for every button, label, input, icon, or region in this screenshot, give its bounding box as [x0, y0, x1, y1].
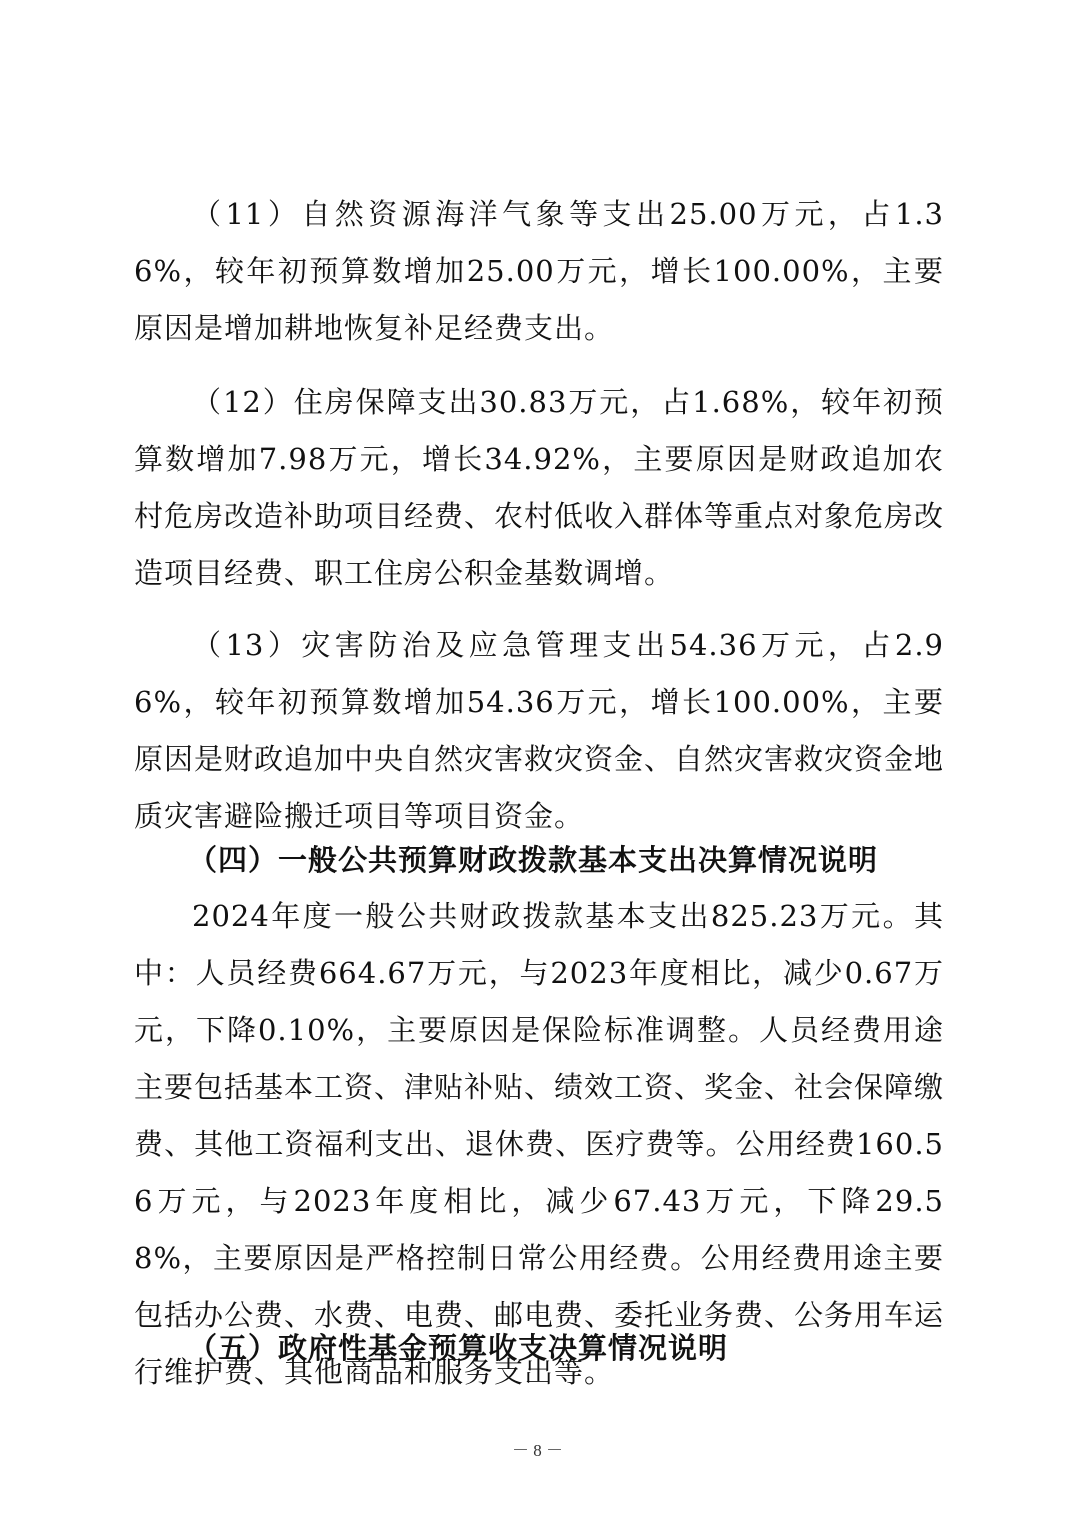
paragraph-item-12: （12）住房保障支出30.83万元，占1.68%，较年初预算数增加7.98万元，增长34.92%，主要原因是财政追加农村危房改造补助项目经费、农村低收入群体等重点对象危房改造项目经费、职工住房公积金基数调增。: [134, 385, 945, 590]
section-4-body: 2024年度一般公共财政拨款基本支出825.23万元。其中：人员经费664.67万元，与2023年度相比，减少0.67万元，下降0.10%，主要原因是保险标准调整。人员经费用途主要包括基本工资、津贴补贴、绩效工资、奖金、社会保障缴费、其他工资福利支出、退休费、医疗费等。公用经费160.56万元，与2023年度相比，减少67.43万元，下降29.58%，主要原因是严格控制日常公用经费。公用经费用途主要包括办公费、水费、电费、邮电费、委托业务费、公务用车运行维护费、其他商品和服务支出等。: [134, 899, 945, 1389]
paragraph-item-13: （13）灾害防治及应急管理支出54.36万元，占2.96%，较年初预算数增加54.36万元，增长100.00%，主要原因是财政追加中央自然灾害救灾资金、自然灾害救灾资金地质灾害避险搬迁项目等项目资金。: [134, 628, 945, 833]
section-heading-4: （四）一般公共预算财政拨款基本支出决算情况说明: [188, 843, 879, 877]
paragraph-item-11: （11）自然资源海洋气象等支出25.00万元，占1.36%，较年初预算数增加25.00万元，增长100.00%，主要原因是增加耕地恢复补足经费支出。: [134, 197, 944, 345]
section-heading-5: （五）政府性基金预算收支决算情况说明: [188, 1331, 729, 1365]
page-number: － 8 －: [512, 1441, 563, 1460]
